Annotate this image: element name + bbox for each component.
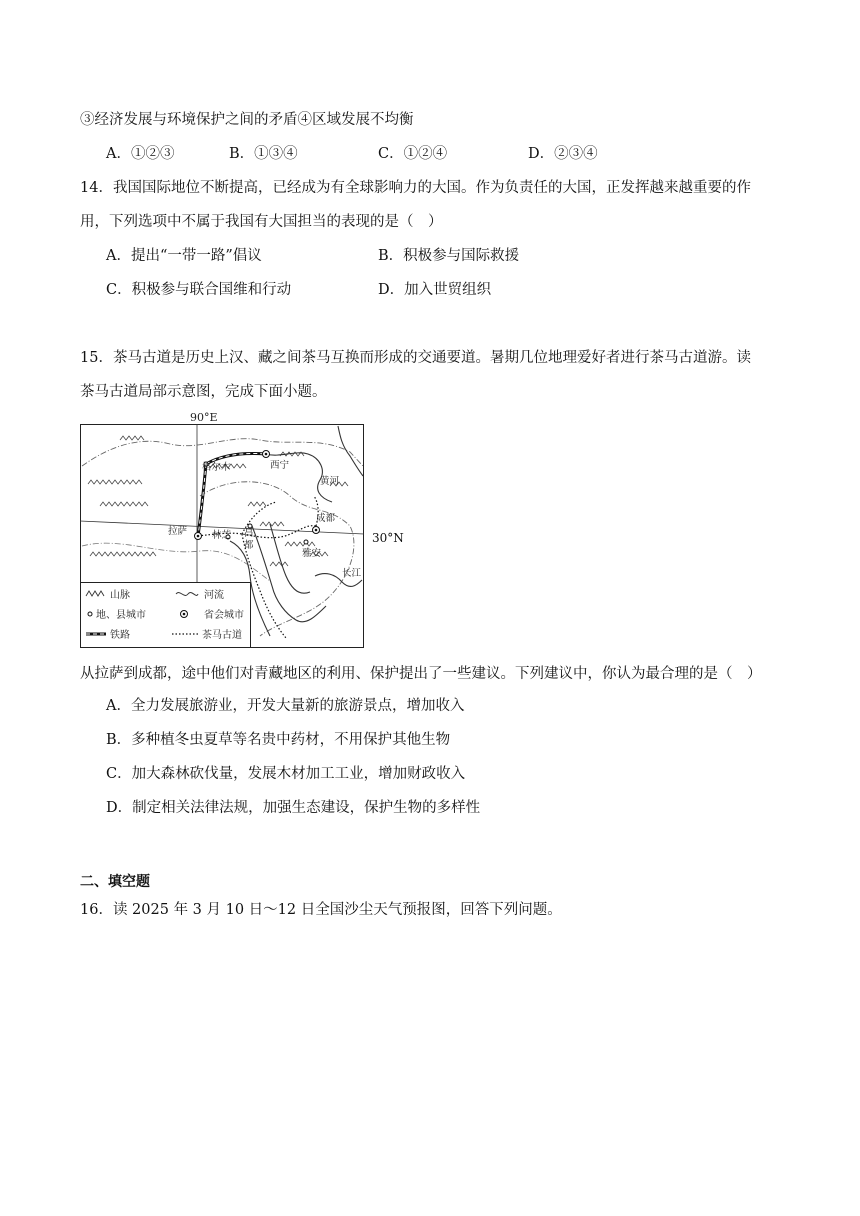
option-text: 提出“一带一路”倡议 (130, 248, 262, 264)
option-text: 积极参与联合国维和行动 (131, 282, 292, 298)
option-letter: C． (106, 766, 132, 782)
q14-stem-line2: 用，下列选项中不属于我国有大国担当的表现的是（ ） (80, 214, 443, 230)
option-letter: B． (378, 248, 404, 264)
option-text: ①②③ (130, 146, 175, 162)
option-letter: B． (106, 732, 132, 748)
option-letter: A． (106, 146, 131, 162)
label-geermu: 格尔木 (202, 462, 231, 473)
option-letter: C． (106, 282, 132, 298)
label-chengdu: 成都 (316, 513, 336, 524)
legend-railway-label: 铁路 (110, 630, 130, 641)
option-text: 积极参与国际救援 (403, 248, 520, 264)
q13-option-a (106, 144, 174, 164)
map-svg (80, 406, 366, 648)
option-letter: A． (106, 248, 131, 264)
q14-option-a (106, 246, 262, 266)
q14-stem-line1: 14．我国国际地位不断提高，已经成为有全球影响力的大国。作为负责任的大国，正发挥越来越重要的作 (80, 180, 751, 196)
legend-provincial-capital-dot (183, 613, 186, 616)
option-text: ①②④ (403, 146, 448, 162)
label-lasa: 拉萨 (168, 526, 188, 537)
option-text: ①③④ (254, 146, 298, 162)
label-changdu-2: 都 (244, 540, 254, 551)
q13-option-d (528, 144, 598, 164)
option-text: 全力发展旅游业，开发大量新的旅游景点，增加收入 (130, 698, 465, 714)
legend-county-city-label: 地、县城市 (96, 610, 146, 621)
label-huanghe: 黄河 (320, 476, 340, 487)
q14-option-b (378, 246, 519, 266)
provincial-capital-dot (197, 535, 200, 538)
option-text: 多种植冬虫夏草等名贵中药材，不用保护其他生物 (131, 732, 451, 748)
q16-stem: 16．读 2025 年 3 月 10 日～12 日全国沙尘天气预报图，回答下列问题。 (80, 902, 562, 918)
option-text: 制定相关法律法规，加强生态建设，保护生物的多样性 (132, 800, 481, 816)
map-lat-label: 30°N (372, 531, 404, 545)
option-text: ②③④ (554, 146, 598, 162)
q13-option-b (229, 144, 298, 164)
q15-option-a (106, 696, 464, 716)
option-letter: B． (229, 146, 255, 162)
q15-stem-line1: 15．茶马古道是历史上汉、藏之间茶马互换而形成的交通要道。暑期几位地理爱好者进行茶马古道游。读 (80, 350, 751, 366)
option-letter: A． (106, 698, 131, 714)
label-linzhi: 林芝 (212, 530, 232, 541)
option-text: 加大森林砍伐量，发展木材加工工业，增加财政收入 (131, 766, 466, 782)
q13-item34: ③经济发展与环境保护之间的矛盾④区域发展不均衡 (80, 112, 414, 128)
label-changdu-1: 昌 (244, 528, 254, 539)
section-heading: 二、填空题 (80, 874, 150, 890)
q15-option-c (106, 764, 465, 784)
option-letter: D． (528, 146, 555, 162)
option-letter: D． (378, 282, 405, 298)
label-xining: 西宁 (270, 460, 290, 471)
provincial-capital-dot (315, 529, 318, 532)
tea-horse-road-map (80, 406, 366, 648)
option-text: 加入世贸组织 (404, 282, 492, 298)
option-letter: C． (378, 146, 404, 162)
q15-stem-line2: 茶马古道局部示意图，完成下面小题。 (80, 384, 327, 400)
q13-option-c (378, 144, 447, 164)
q15-prompt: 从拉萨到成都，途中他们对青藏地区的利用、保护提出了一些建议。下列建议中，你认为最合理的是（ ） (80, 666, 762, 682)
legend-mountain-label: 山脉 (110, 590, 130, 601)
q14-option-d (378, 280, 491, 300)
county-city-marker (304, 540, 308, 544)
label-changjiang: 长江 (342, 568, 362, 579)
map-legend (81, 583, 251, 648)
legend-county-city-icon (88, 612, 92, 616)
q15-option-b (106, 730, 450, 750)
provincial-capital-dot (265, 453, 268, 456)
q15-option-d (106, 798, 480, 818)
legend-provincial-capital-label: 省会城市 (204, 610, 244, 621)
label-yaan: 雅安 (302, 548, 322, 559)
legend-river-label: 河流 (204, 590, 224, 601)
legend-tea-horse-road-label: 茶马古道 (202, 630, 242, 641)
lon-label: 90°E (190, 411, 218, 424)
q14-option-c (106, 280, 291, 300)
option-letter: D． (106, 800, 133, 816)
